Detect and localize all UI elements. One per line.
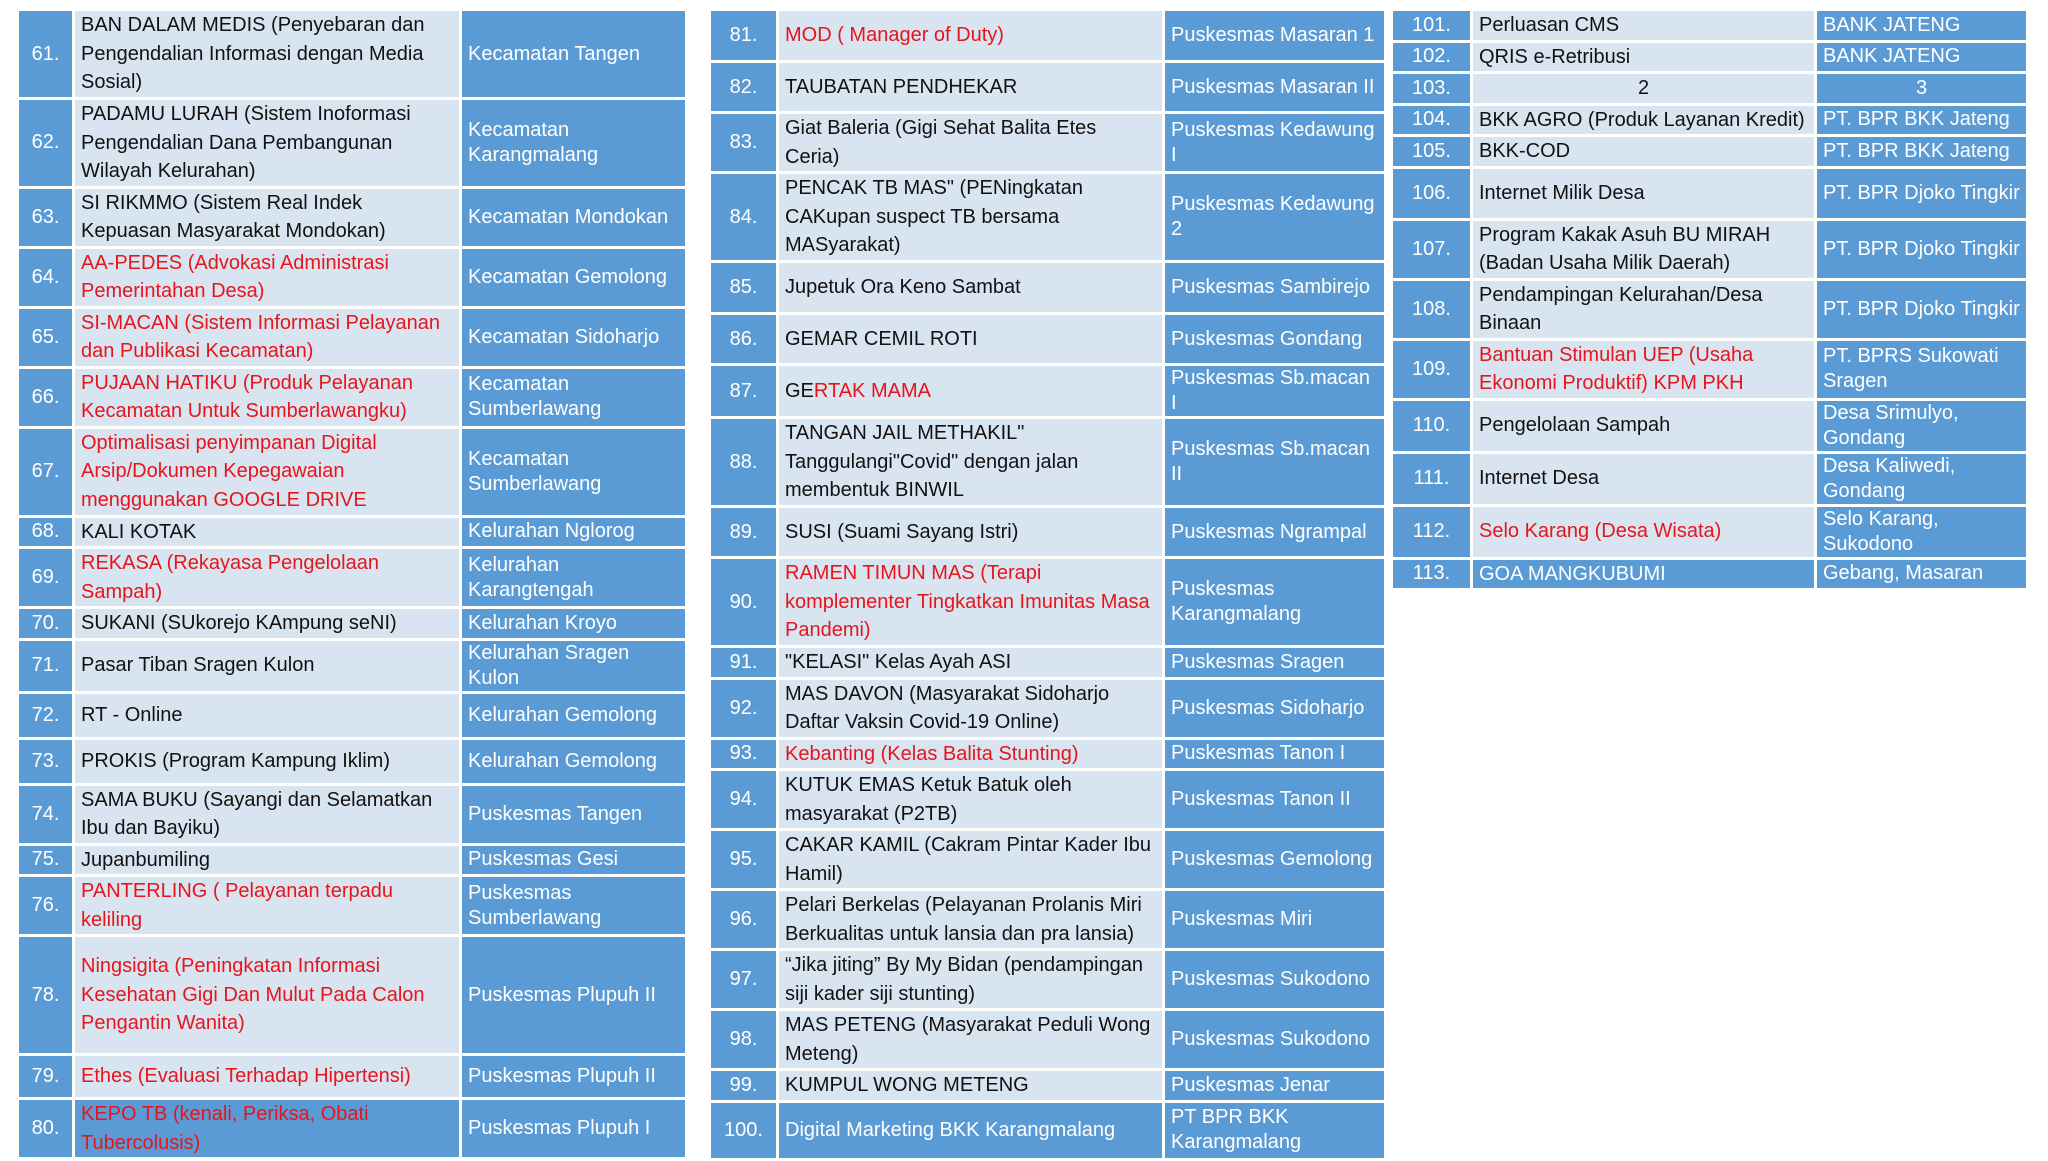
- row-number: 106.: [1392, 167, 1472, 219]
- table-row: [1392, 73, 2028, 105]
- unit-name: Puskesmas Sumberlawang: [461, 876, 687, 936]
- unit-name: Puskesmas Masaran 1: [1164, 10, 1386, 62]
- table-row: [710, 507, 1386, 558]
- program-name: SUSI (Suami Sayang Istri): [778, 507, 1164, 558]
- table-row: [1392, 339, 2028, 399]
- unit-name: Puskesmas Gesi: [461, 844, 687, 876]
- unit-name: BANK JATENG: [1816, 41, 2028, 73]
- unit-name: Gebang, Masaran: [1816, 558, 2028, 590]
- program-name: Selo Karang (Desa Wisata): [1472, 505, 1816, 558]
- table-row: [710, 113, 1386, 173]
- table-row: [18, 247, 687, 307]
- unit-name: Kecamatan Karangmalang: [461, 99, 687, 188]
- row-number: 91.: [710, 647, 778, 679]
- program-name: Perluasan CMS: [1472, 10, 1816, 42]
- table-row: [18, 608, 687, 640]
- program-name: Optimalisasi penyimpanan Digital Arsip/Dokumen Kepegawaian menggunakan GOOGLE DRIVE: [74, 427, 461, 516]
- table-row: [18, 99, 687, 188]
- program-name: [778, 365, 1164, 418]
- program-name: RAMEN TIMUN MAS (Terapi komplementer Tingkatkan Imunitas Masa Pandemi): [778, 558, 1164, 647]
- program-name: TANGAN JAIL METHAKIL" Tanggulangi"Covid" dengan jalan membentuk BINWIL: [778, 418, 1164, 507]
- unit-name: Desa Kaliwedi, Gondang: [1816, 452, 2028, 505]
- table-row: [710, 738, 1386, 770]
- program-name: AA-PEDES (Advokasi Administrasi Pemerintahan Desa): [74, 247, 461, 307]
- row-number: 89.: [710, 507, 778, 558]
- table-row: [710, 558, 1386, 647]
- unit-name: Puskesmas Sb.macan I: [1164, 365, 1386, 418]
- program-name: SI-MACAN (Sistem Informasi Pelayanan dan Publikasi Kecamatan): [74, 307, 461, 367]
- table-row: [710, 173, 1386, 262]
- program-name: KUMPUL WONG METENG: [778, 1070, 1164, 1102]
- unit-name: Puskesmas Gondang: [1164, 314, 1386, 365]
- table-row: [18, 548, 687, 608]
- row-number: 112.: [1392, 505, 1472, 558]
- program-name: Jupetuk Ora Keno Sambat: [778, 262, 1164, 314]
- program-name: PADAMU LURAH (Sistem Inoformasi Pengendalian Dana Pembangunan Wilayah Kelurahan): [74, 99, 461, 188]
- unit-name: Kecamatan Mondokan: [461, 187, 687, 247]
- table-row: [18, 692, 687, 738]
- row-number: 61.: [18, 10, 74, 99]
- unit-name: Puskesmas Karangmalang: [1164, 558, 1386, 647]
- program-name: Giat Baleria (Gigi Sehat Balita Etes Ceria): [778, 113, 1164, 173]
- row-number: 68.: [18, 516, 74, 548]
- program-name: GEMAR CEMIL ROTI: [778, 314, 1164, 365]
- row-number: 73.: [18, 738, 74, 784]
- table-panel-2: [708, 8, 1387, 1161]
- row-number: 67.: [18, 427, 74, 516]
- table-row: [1392, 167, 2028, 219]
- table-row: [710, 770, 1386, 830]
- table-row: [710, 950, 1386, 1010]
- unit-name: BANK JATENG: [1816, 10, 2028, 42]
- table-row: [1392, 10, 2028, 42]
- row-number: 103.: [1392, 73, 1472, 105]
- unit-name: Puskesmas Plupuh II: [461, 1055, 687, 1099]
- unit-name: PT. BPR Djoko Tingkir: [1816, 279, 2028, 339]
- program-name: Program Kakak Asuh BU MIRAH (Badan Usaha Milik Daerah): [1472, 219, 1816, 279]
- table-row: [1392, 279, 2028, 339]
- table-row: [18, 427, 687, 516]
- program-name: PROKIS (Program Kampung Iklim): [74, 738, 461, 784]
- table-row: [18, 367, 687, 427]
- program-name: “Jika jiting” By My Bidan (pendampingan siji kader siji stunting): [778, 950, 1164, 1010]
- row-number: 94.: [710, 770, 778, 830]
- table-row: [710, 647, 1386, 679]
- table-row: [18, 1099, 687, 1159]
- program-name: Kebanting (Kelas Balita Stunting): [778, 738, 1164, 770]
- table-row: [1392, 558, 2028, 590]
- unit-name: Puskesmas Kedawung I: [1164, 113, 1386, 173]
- row-number: 75.: [18, 844, 74, 876]
- program-name: Ningsigita (Peningkatan Informasi Kesehatan Gigi Dan Mulut Pada Calon Pengantin Wanita): [74, 936, 461, 1055]
- unit-name: Puskesmas Sukodono: [1164, 1010, 1386, 1070]
- table-row: [710, 314, 1386, 365]
- table-row: [1392, 41, 2028, 73]
- row-number: 62.: [18, 99, 74, 188]
- row-number: 64.: [18, 247, 74, 307]
- unit-name: Kecamatan Sidoharjo: [461, 307, 687, 367]
- table-row: [710, 418, 1386, 507]
- unit-name: Puskesmas Gemolong: [1164, 830, 1386, 890]
- innovation-table-3: [1390, 8, 2029, 591]
- row-number: 111.: [1392, 452, 1472, 505]
- table-row: [18, 936, 687, 1055]
- unit-name: Puskesmas Sambirejo: [1164, 262, 1386, 314]
- unit-name: Kelurahan Kroyo: [461, 608, 687, 640]
- table-row: [18, 639, 687, 692]
- program-name: MOD ( Manager of Duty): [778, 10, 1164, 62]
- unit-name: PT. BPR Djoko Tingkir: [1816, 219, 2028, 279]
- table-row: [710, 262, 1386, 314]
- unit-name: PT. BPR Djoko Tingkir: [1816, 167, 2028, 219]
- row-number: 74.: [18, 784, 74, 844]
- unit-name: Puskesmas Tanon II: [1164, 770, 1386, 830]
- table-panel-3: [1390, 8, 2029, 591]
- unit-name: Kecamatan Gemolong: [461, 247, 687, 307]
- table-row: [1392, 104, 2028, 136]
- row-number: 97.: [710, 950, 778, 1010]
- unit-name: Desa Srimulyo, Gondang: [1816, 399, 2028, 452]
- table-row: [1392, 452, 2028, 505]
- unit-name: Puskesmas Kedawung 2: [1164, 173, 1386, 262]
- table-row: [18, 784, 687, 844]
- row-number: 93.: [710, 738, 778, 770]
- table-row: [710, 830, 1386, 890]
- program-name: 2: [1472, 73, 1816, 105]
- row-number: 86.: [710, 314, 778, 365]
- program-name: SAMA BUKU (Sayangi dan Selamatkan Ibu dan Bayiku): [74, 784, 461, 844]
- table-row: [710, 1070, 1386, 1102]
- unit-name: Puskesmas Sidoharjo: [1164, 678, 1386, 738]
- unit-name: Kelurahan Sragen Kulon: [461, 639, 687, 692]
- program-name: Pendampingan Kelurahan/Desa Binaan: [1472, 279, 1816, 339]
- unit-name: PT. BPR BKK Jateng: [1816, 136, 2028, 168]
- row-number: 84.: [710, 173, 778, 262]
- program-name: TAUBATAN PENDHEKAR: [778, 62, 1164, 113]
- program-name: MAS PETENG (Masyarakat Peduli Wong Meteng): [778, 1010, 1164, 1070]
- row-number: 70.: [18, 608, 74, 640]
- program-name: Internet Desa: [1472, 452, 1816, 505]
- program-name: Digital Marketing BKK Karangmalang: [778, 1101, 1164, 1159]
- unit-name: Puskesmas Plupuh II: [461, 936, 687, 1055]
- unit-name: PT. BPRS Sukowati Sragen: [1816, 339, 2028, 399]
- table-row: [710, 365, 1386, 418]
- table-row: [710, 62, 1386, 113]
- unit-name: Puskesmas Tangen: [461, 784, 687, 844]
- table-row: [18, 1055, 687, 1099]
- program-name: PUJAAN HATIKU (Produk Pelayanan Kecamatan Untuk Sumberlawangku): [74, 367, 461, 427]
- row-number: 81.: [710, 10, 778, 62]
- row-number: 104.: [1392, 104, 1472, 136]
- unit-name: Puskesmas Tanon I: [1164, 738, 1386, 770]
- program-name: BAN DALAM MEDIS (Penyebaran dan Pengendalian Informasi dengan Media Sosial): [74, 10, 461, 99]
- unit-name: Kecamatan Sumberlawang: [461, 427, 687, 516]
- row-number: 99.: [710, 1070, 778, 1102]
- unit-name: Kelurahan Nglorog: [461, 516, 687, 548]
- row-number: 82.: [710, 62, 778, 113]
- program-name: Pelari Berkelas (Pelayanan Prolanis Miri Berkualitas untuk lansia dan pra lansia): [778, 890, 1164, 950]
- table-row: [710, 1010, 1386, 1070]
- unit-name: Puskesmas Sb.macan II: [1164, 418, 1386, 507]
- row-number: 90.: [710, 558, 778, 647]
- table-row: [710, 1101, 1386, 1159]
- program-name: "KELASI" Kelas Ayah ASI: [778, 647, 1164, 679]
- row-number: 88.: [710, 418, 778, 507]
- table-row: [1392, 505, 2028, 558]
- unit-name: PT. BPR BKK Jateng: [1816, 104, 2028, 136]
- table-row: [18, 187, 687, 247]
- row-number: 63.: [18, 187, 74, 247]
- row-number: 109.: [1392, 339, 1472, 399]
- row-number: 100.: [710, 1101, 778, 1159]
- program-name: KUTUK EMAS Ketuk Batuk oleh masyarakat (P2TB): [778, 770, 1164, 830]
- program-name: RT - Online: [74, 692, 461, 738]
- program-name: REKASA (Rekayasa Pengelolaan Sampah): [74, 548, 461, 608]
- table-row: [18, 844, 687, 876]
- row-number: 110.: [1392, 399, 1472, 452]
- program-name: BKK AGRO (Produk Layanan Kredit): [1472, 104, 1816, 136]
- row-number: 96.: [710, 890, 778, 950]
- row-number: 85.: [710, 262, 778, 314]
- row-number: 113.: [1392, 558, 1472, 590]
- row-number: 108.: [1392, 279, 1472, 339]
- row-number: 92.: [710, 678, 778, 738]
- unit-name: 3: [1816, 73, 2028, 105]
- unit-name: Puskesmas Miri: [1164, 890, 1386, 950]
- unit-name: Puskesmas Sukodono: [1164, 950, 1386, 1010]
- table-row: [18, 876, 687, 936]
- unit-name: Puskesmas Jenar: [1164, 1070, 1386, 1102]
- program-name: SUKANI (SUkorejo KAmpung seNI): [74, 608, 461, 640]
- row-number: 98.: [710, 1010, 778, 1070]
- program-name-part: GE: [785, 379, 814, 402]
- unit-name: Puskesmas Ngrampal: [1164, 507, 1386, 558]
- program-name: QRIS e-Retribusi: [1472, 41, 1816, 73]
- unit-name: Kecamatan Tangen: [461, 10, 687, 99]
- row-number: 80.: [18, 1099, 74, 1159]
- program-name: GOA MANGKUBUMI: [1472, 558, 1816, 590]
- program-name: Bantuan Stimulan UEP (Usaha Ekonomi Produktif) KPM PKH: [1472, 339, 1816, 399]
- row-number: 65.: [18, 307, 74, 367]
- unit-name: Kecamatan Sumberlawang: [461, 367, 687, 427]
- program-name-part-highlight: RTAK MAMA: [813, 379, 931, 402]
- row-number: 101.: [1392, 10, 1472, 42]
- table-row: [1392, 219, 2028, 279]
- program-name: KEPO TB (kenali, Periksa, Obati Tubercolusis): [74, 1099, 461, 1159]
- program-name: Jupanbumiling: [74, 844, 461, 876]
- table-row: [1392, 136, 2028, 168]
- unit-name: Puskesmas Plupuh I: [461, 1099, 687, 1159]
- row-number: 69.: [18, 548, 74, 608]
- unit-name: Puskesmas Sragen: [1164, 647, 1386, 679]
- unit-name: Puskesmas Masaran II: [1164, 62, 1386, 113]
- row-number: 78.: [18, 936, 74, 1055]
- row-number: 76.: [18, 876, 74, 936]
- program-name: KALI KOTAK: [74, 516, 461, 548]
- row-number: 83.: [710, 113, 778, 173]
- innovation-table-1: [16, 8, 688, 1160]
- table-row: [18, 307, 687, 367]
- row-number: 72.: [18, 692, 74, 738]
- program-name: PENCAK TB MAS" (PENingkatan CAKupan suspect TB bersama MASyarakat): [778, 173, 1164, 262]
- unit-name: Kelurahan Gemolong: [461, 738, 687, 784]
- program-name: PANTERLING ( Pelayanan terpadu keliling: [74, 876, 461, 936]
- row-number: 107.: [1392, 219, 1472, 279]
- innovation-table-2: [708, 8, 1387, 1161]
- program-name: MAS DAVON (Masyarakat Sidoharjo Daftar Vaksin Covid-19 Online): [778, 678, 1164, 738]
- row-number: 71.: [18, 639, 74, 692]
- unit-name: Kelurahan Karangtengah: [461, 548, 687, 608]
- row-number: 66.: [18, 367, 74, 427]
- unit-name: Kelurahan Gemolong: [461, 692, 687, 738]
- row-number: 102.: [1392, 41, 1472, 73]
- program-name: Internet Milik Desa: [1472, 167, 1816, 219]
- unit-name: PT BPR BKK Karangmalang: [1164, 1101, 1386, 1159]
- table-row: [710, 890, 1386, 950]
- program-name: SI RIKMMO (Sistem Real Indek Kepuasan Masyarakat Mondokan): [74, 187, 461, 247]
- program-name: Pengelolaan Sampah: [1472, 399, 1816, 452]
- program-name: CAKAR KAMIL (Cakram Pintar Kader Ibu Hamil): [778, 830, 1164, 890]
- unit-name: Selo Karang, Sukodono: [1816, 505, 2028, 558]
- table-panel-1: [16, 8, 688, 1160]
- row-number: 87.: [710, 365, 778, 418]
- program-name: BKK-COD: [1472, 136, 1816, 168]
- table-row: [710, 678, 1386, 738]
- table-row: [18, 516, 687, 548]
- row-number: 95.: [710, 830, 778, 890]
- table-row: [1392, 399, 2028, 452]
- table-row: [18, 10, 687, 99]
- program-name: Pasar Tiban Sragen Kulon: [74, 639, 461, 692]
- row-number: 79.: [18, 1055, 74, 1099]
- program-name: Ethes (Evaluasi Terhadap Hipertensi): [74, 1055, 461, 1099]
- table-row: [710, 10, 1386, 62]
- row-number: 105.: [1392, 136, 1472, 168]
- table-row: [18, 738, 687, 784]
